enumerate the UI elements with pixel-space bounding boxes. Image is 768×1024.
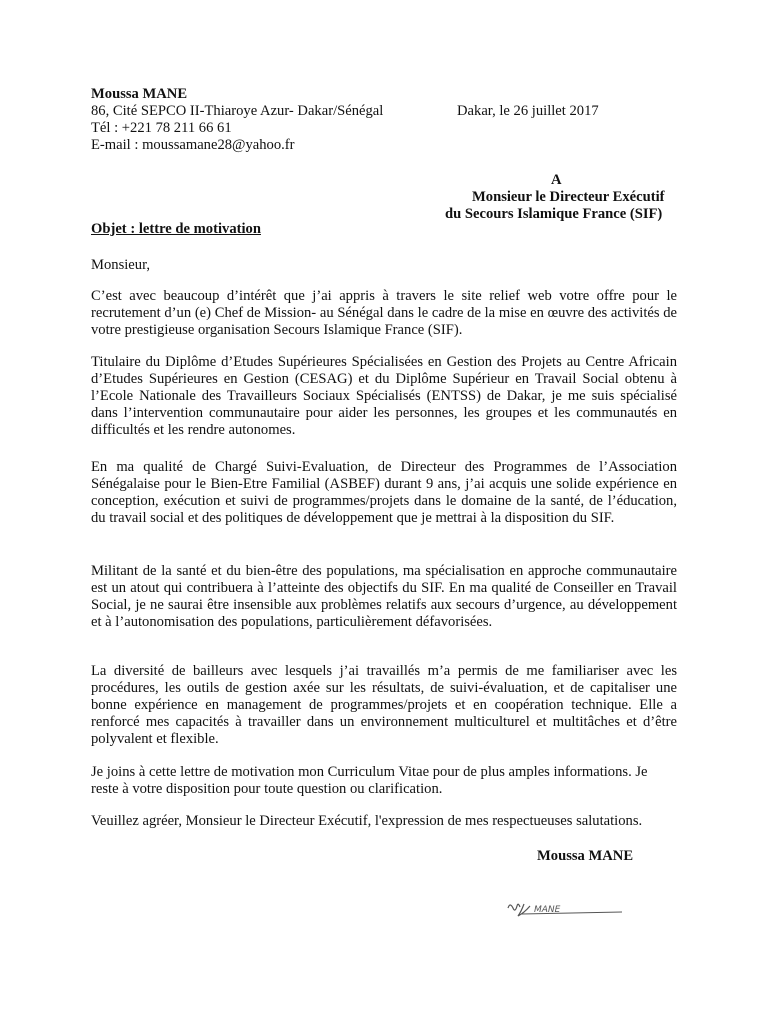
closing-name: Moussa MANE (537, 848, 634, 864)
sender-name: Moussa MANE (91, 86, 188, 102)
sender-phone: Tél : +221 78 211 66 61 (91, 120, 232, 136)
date-place: Dakar, le 26 juillet 2017 (457, 103, 599, 119)
paragraph-skills: La diversité de bailleurs avec lesquels j’ai travaillés m’a permis de me familiariser avec les procédures, les outils de gestion axée sur les résultats, de suivi-évaluation, et de capitaliser une bonne expérience en management de programmes/projets et en coopération technique. Elle a renforcé mes capacités à travailler dans un environnement multiculturel et multitâches et d’être polyvalent et flexible. (91, 663, 677, 747)
paragraph-closing: Veuillez agréer, Monsieur le Directeur Exécutif, l'expression de mes respectueuses salutations. (91, 813, 643, 829)
paragraph-motivation: Militant de la santé et du bien-être des populations, ma spécialisation en approche communautaire est un atout qui contribuera à l’atteinte des objectifs du SIF. En ma qualité de Conseiller en Travail Social, je ne saurai être insensible aux problèmes relatifs aux secours d’urgence, au développement et à l’autonomisation des populations, particulièrement défavorisées. (91, 563, 677, 630)
recipient-prefix: A (551, 172, 562, 188)
signature-image (500, 890, 630, 926)
paragraph-intro: C’est avec beaucoup d’intérêt que j’ai appris à travers le site relief web votre offre pour le recrutement d’un (e) Chef de Mission- au Sénégal dans le cadre de la mise en œuvre des activités de votre prestigieuse organisation Secours Islamique France (SIF). (91, 288, 677, 338)
sender-email: E-mail : moussamane28@yahoo.fr (91, 137, 295, 153)
sender-address: 86, Cité SEPCO II-Thiaroye Azur- Dakar/Sénégal (91, 103, 384, 119)
salutation: Monsieur, (91, 257, 151, 273)
subject-line: Objet : lettre de motivation (91, 221, 261, 237)
paragraph-experience: En ma qualité de Chargé Suivi-Evaluation, de Directeur des Programmes de l’Association Sénégalaise pour le Bien-Etre Familial (ASBEF) durant 9 ans, j’ai acquis une solide expérience en conception, exécution et suivi de programmes/projets dans le domaine de la santé, de l’éducation, du travail social et des politiques de développement que je mettrai à la disposition du SIF. (91, 459, 677, 526)
recipient-line2: du Secours Islamique France (SIF) (445, 206, 663, 222)
recipient-line1: Monsieur le Directeur Exécutif (472, 189, 665, 205)
paragraph-attachment: Je joins à cette lettre de motivation mon Curriculum Vitae pour de plus amples informations. Je reste à votre disposition pour toute question ou clarification. (91, 764, 648, 797)
signature-text: MANE (534, 905, 561, 915)
signature-stroke-initials (508, 904, 520, 910)
paragraph-education: Titulaire du Diplôme d’Etudes Supérieures Spécialisées en Gestion des Projets au Centre Africain d’Etudes Supérieures en Gestion (CESAG) et du Diplôme Supérieur en Travail Social obtenu à l’Ecole Nationale des Travailleurs Sociaux Spécialisés (ENTSS) de Dakar, je me suis spécialisé dans l’intervention communautaire pour aider les personnes, les groupes et les communautés en difficultés et les rendre autonomes. (91, 354, 677, 438)
